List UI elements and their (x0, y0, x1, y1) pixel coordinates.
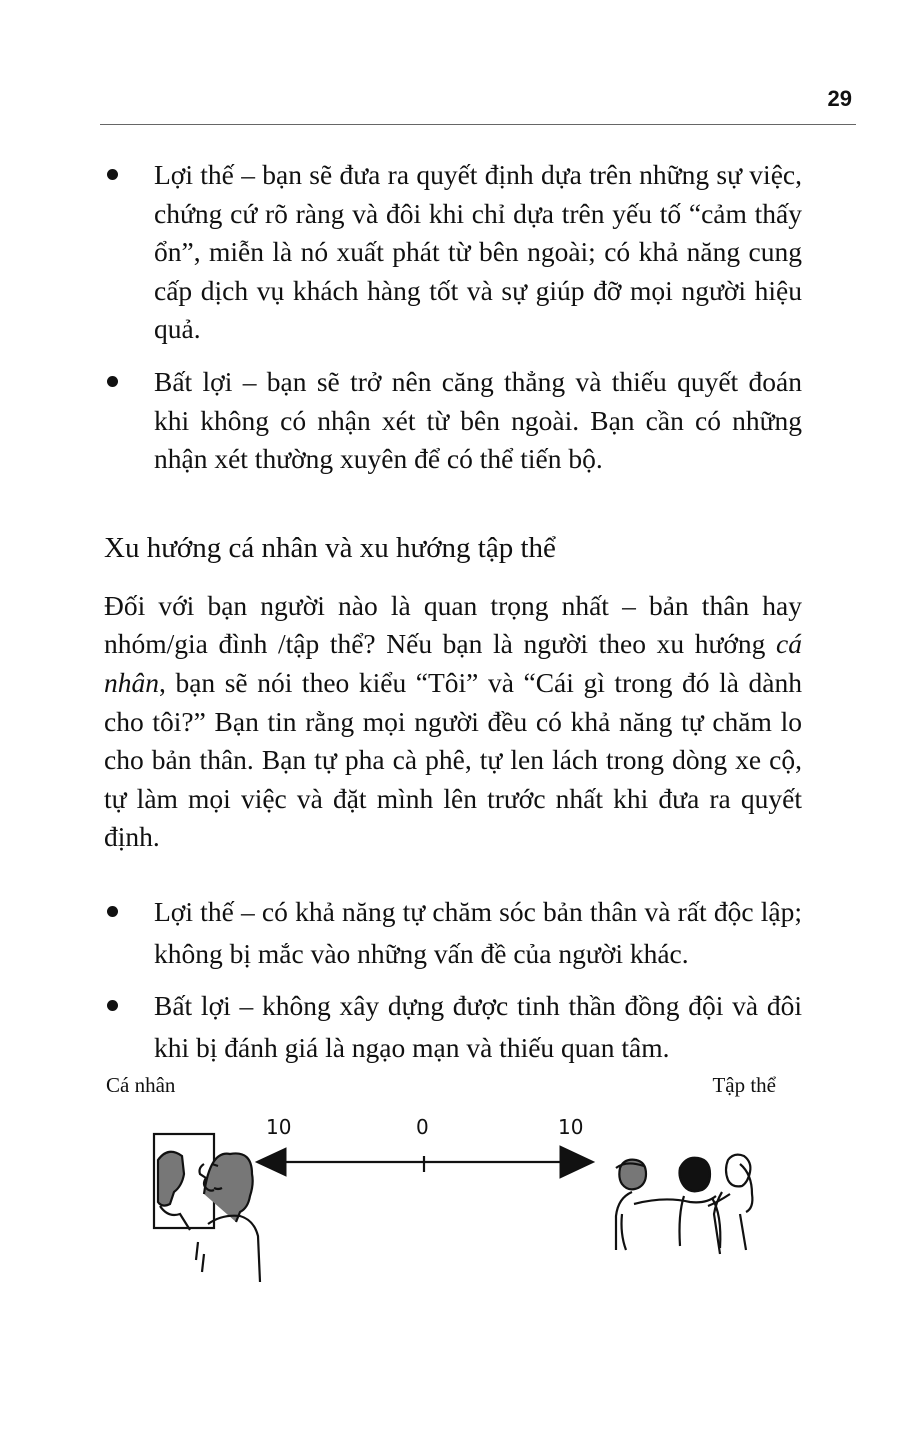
bullet-text: Lợi thế – bạn sẽ đưa ra quyết định dựa trên những sự việc, chứng cứ rõ ràng và đôi khi chỉ dựa trên yếu tố “cảm thấy ổn”, miễn là nó xuất phát từ bên ngoài; có khả năng cung cấp dịch vụ khách hàng tốt và sự giúp đỡ mọi người hiệu quả. (154, 159, 802, 345)
bullet-text: Bất lợi – không xây dựng được tinh thần đồng đội và đôi khi bị đánh giá là ngạo mạn và thiếu quan tâm. (154, 989, 802, 1063)
group-people-icon (616, 1155, 752, 1254)
bullet-text: Bất lợi – bạn sẽ trở nên căng thẳng và thiếu quyết đoán khi không có nhận xét từ bên ngoài. Bạn cần có những nhận xét thường xuyên để có thể tiến bộ. (154, 365, 802, 475)
section-heading: Xu hướng cá nhân và xu hướng tập thể (104, 531, 556, 564)
label-individual: Cá nhân (106, 1073, 176, 1097)
list-item (104, 156, 802, 349)
scale-right-number: 10 (558, 1115, 584, 1139)
header-rule (100, 124, 856, 125)
scale-illustration (100, 1064, 800, 1284)
scale-left-number: 10 (266, 1115, 292, 1139)
paragraph-text-1: Đối với bạn người nào là quan trọng nhất – bản thân hay nhóm/gia đình /tập thể? Nếu bạn là người theo xu hướng (104, 589, 802, 660)
mirror-person-icon (154, 1134, 260, 1282)
paragraph-text-2: , bạn sẽ nói theo kiểu “Tôi” và “Cái gì trong đó là dành cho tôi?” Bạn tin rằng mọi người đều có khả năng tự chăm lo cho bản thân. Bạn tự pha cà phê, tự len lách trong dòng xe cộ, tự làm mọi việc và đặt mình lên trước nhất khi đưa ra quyết định. (104, 666, 802, 853)
page-content (104, 156, 802, 1079)
bullet-list-top (104, 156, 802, 479)
double-arrow-icon (256, 1146, 594, 1178)
list-item (104, 985, 802, 1069)
paragraph-emphasis: cá nhân (104, 628, 802, 698)
scale-drawing (100, 1064, 800, 1284)
bullet-icon (107, 1000, 118, 1011)
list-item (104, 363, 802, 479)
bullet-text: Lợi thế – có khả năng tự chăm sóc bản thân và rất độc lập; không bị mắc vào những vấn đề của người khác. (154, 895, 802, 969)
bullet-icon (107, 906, 118, 917)
body-paragraph (104, 587, 802, 857)
scale-middle-number: 0 (416, 1115, 429, 1139)
bullet-list-bottom (104, 891, 802, 1069)
list-item (104, 891, 802, 975)
bullet-icon (107, 169, 118, 180)
page-number: 29 (827, 86, 852, 111)
label-collective: Tập thể (712, 1073, 776, 1097)
bullet-icon (107, 376, 118, 387)
